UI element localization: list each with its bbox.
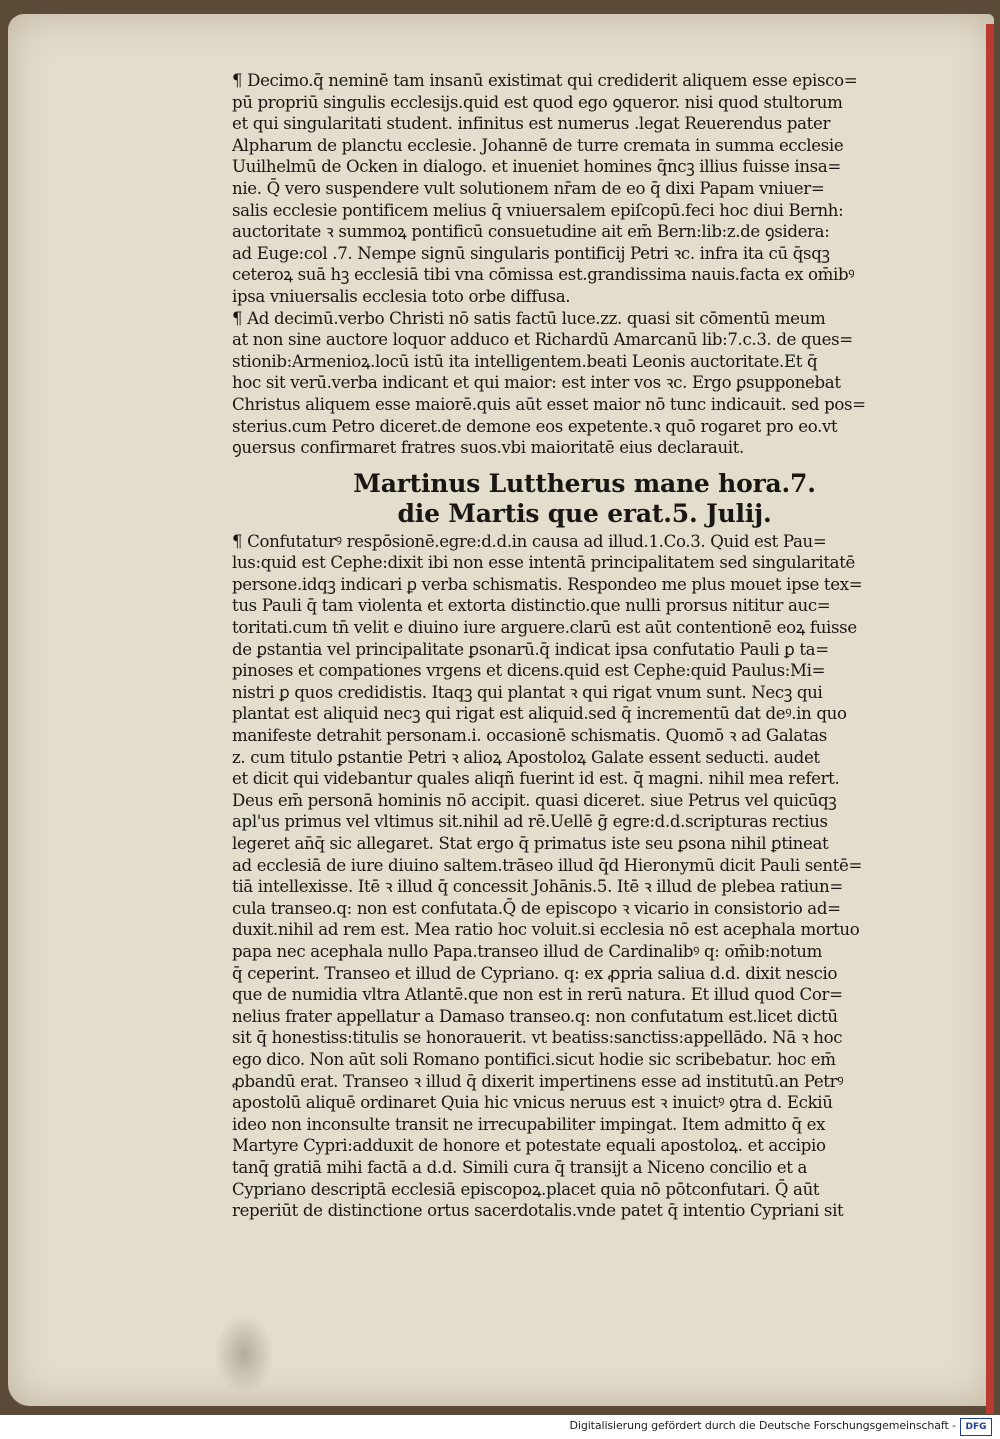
text-line: tus Pauli q̄ tam violenta et extorta distinctio.que nulli prorsus nititur auc= (232, 596, 831, 616)
text-line: Cypriano descriptā ecclesiā episcopoꝝ.placet quia nō pōtconfutari. Q̄ aūt (232, 1179, 820, 1199)
text-line: et dicit qui videbantur quales aliqñ fuerint id est. q̄ magni. nihil mea refert. (232, 769, 840, 789)
text-line: ꝓbandū erat. Transeo ꝛ illud q̄ dixerit impertinens esse ad institutū.an Petrꝰ (232, 1071, 844, 1091)
paper-stain (214, 1314, 274, 1394)
text-line: manifeste detrahit personam.i. occasionē schismatis. Quomō ꝛ ad Galatas (232, 726, 827, 746)
text-line: stionib:Armenioꝝ.locū istū ita intelligentem.beati Leonis auctoritate.Et q̄ (232, 351, 818, 371)
text-line: hoc sit verū.verba indicant et qui maior: est inter vos ꝛc. Ergo ꝑsupponebat (232, 373, 841, 393)
text-line: auctoritate ꝛ summoꝝ pontificū consuetudine ait em̄ Bern:lib:z.de ꝯsidera: (232, 222, 830, 242)
text-line: sit q̄ honestiss:titulis se honorauerit. vt beatiss:sanctiss:appellādo. Nā ꝛ hoc (232, 1028, 843, 1048)
page-edge (986, 24, 994, 1414)
text-line: ipsa vniuersalis ecclesia toto orbe diffusa. (232, 286, 571, 306)
footer-credit: Digitalisierung gefördert durch die Deutsche Forschungsgemeinschaft - (569, 1419, 956, 1432)
text-line: reperiūt de distinctione ortus sacerdotalis.vnde patet q̄ intentio Cypriani sit (232, 1201, 844, 1221)
text-line: ¶ Decimo.q̄ neminē tam insanū existimat qui crediderit aliquem esse episco= (232, 71, 858, 90)
text-line: cula transeo.q: non est confutata.Q̄ de episcopo ꝛ vicario in consistorio ad= (232, 898, 841, 918)
text-line: q̄ ceperint. Transeo et illud de Cypriano. q: ex ꝓpria saliua d.d. dixit nescio (232, 963, 838, 983)
dfg-logo-icon: DFG (960, 1418, 992, 1436)
text-line: legeret an̄q̄ sic allegaret. Stat ergo q̄ primatus iste seu ꝑsona nihil ꝑtineat (232, 834, 829, 853)
text-line: apostolū aliquē ordinaret Quia hic vnicus neruus est ꝛ inuictꝰ ꝯtra d. Eckiū (232, 1093, 833, 1113)
text-line: persone.idqꝫ indicari ꝑ verba schismatis. Respondeo me plus mouet ipse tex= (232, 574, 863, 594)
text-line: que de numidia vltra Atlantē.que non est in rerū natura. Et illud quod Cor= (232, 985, 843, 1005)
text-line: nie. Q̄ vero suspendere vult solutionem nr̄am de eo q̄ dixi Papam vniuer= (232, 178, 825, 198)
text-line: Uuilhelmū de Ocken in dialogo. et inueniet homines q̄ncꝫ illius fuisse insa= (232, 157, 841, 177)
text-line: ¶ Ad decimū.verbo Christi nō satis factū luce.zz. quasi sit cōmentū meum (232, 308, 826, 328)
text-line: Alpharum de planctu ecclesie. Johannē de turre cremata in summa ecclesie (232, 135, 844, 155)
text-line: pū propriū singulis ecclesijs.quid est quod ego ꝯqueror. nisi quod stultorum (232, 92, 843, 112)
footer-bar (0, 1415, 1000, 1439)
section-heading-line-1: Martinus Luttherus mane hora.7. (353, 468, 816, 498)
text-line: sterius.cum Petro diceret.de demone eos expetente.ꝛ quō rogaret pro eo.vt (232, 416, 838, 436)
text-line: et qui singularitati student. infinitus est numerus .legat Reuerendus pater (232, 114, 831, 134)
text-line: ideo non inconsulte transit ne irrecupabiliter impingat. Item admitto q̄ ex (232, 1114, 826, 1134)
text-line: pinoses et compationes vrgens et dicens.quid est Cephe:quid Paulus:Mi= (232, 661, 826, 681)
text-line: Christus aliquem esse maiorē.quis aūt esset maior nō tunc indicauit. sed pos= (232, 394, 866, 414)
text-line: z. cum titulo ꝑstantie Petri ꝛ alioꝝ Apostoloꝝ Galate essent seducti. audet (232, 747, 820, 767)
text-line: ꝯuersus confirmaret fratres suos.vbi maioritatē eius declarauit. (232, 438, 744, 458)
text-line: ad Euge:col .7. Nempe signū singularis pontificij Petri ꝛc. infra ita cū q̄sqꝫ (232, 243, 830, 263)
text-line: tanq̄ gratiā mihi factā a d.d. Simili cura q̄ transijt a Niceno concilio et a (232, 1157, 808, 1177)
text-line: papa nec acephala nullo Papa.transeo illud de Cardinalibꝰ q: om̄ib:notum (232, 941, 822, 961)
text-line: duxit.nihil ad rem est. Mea ratio hoc voluit.si ecclesia nō est acephala mortuo (232, 920, 860, 940)
text-line: toritati.cum tn̄ velit e diuino iure arguere.clarū est aūt contentionē eoꝝ fuisse (232, 618, 857, 638)
text-line: Deus em̄ personā hominis nō accipit. quasi diceret. siue Petrus vel quicūqꝫ (232, 790, 837, 810)
text-line: de ꝑstantia vel principalitate ꝑsonarū.q̄ indicat ipsa confutatio Pauli ꝑ ta= (232, 639, 829, 659)
page-text (232, 70, 937, 1222)
paragraph-group-1 (232, 70, 937, 459)
section-heading-line-2: die Martis que erat.5. Julij. (397, 498, 772, 528)
text-line: nelius frater appellatur a Damaso transeo.q: non confutatum est.licet dictū (232, 1006, 838, 1026)
text-line: tiā intellexisse. Itē ꝛ illud q̄ concessit Johānis.5. Itē ꝛ illud de plebea ratiun= (232, 877, 843, 897)
text-line: plantat est aliquid necꝫ qui rigat est aliquid.sed q̄ incrementū dat deꝰ.in quo (232, 704, 847, 724)
text-line: ego dico. Non aūt soli Romano pontifici.sicut hodie sic scribebatur. hoc em̄ (232, 1049, 836, 1069)
text-line: salis ecclesie pontificem melius q̄ vniuersalem epiſcopū.feci hoc diui Bernh: (232, 200, 844, 220)
text-line: at non sine auctore loquor adduco et Richardū Amarcanū lib:7.c.3. de ques= (232, 330, 853, 350)
text-line: nistri ꝑ quos credidistis. Itaqꝫ qui plantat ꝛ qui rigat vnum sunt. Necꝫ qui (232, 682, 823, 702)
text-line: apl'us primus vel vltimus sit.nihil ad rē.Uellē ḡ egre:d.d.scripturas rectius (232, 812, 828, 832)
text-line: lus:quid est Cephe:dixit ibi non esse intentā principalitatem sed singularitatē (232, 553, 855, 573)
paragraph-group-2 (232, 531, 937, 1222)
text-line: ad ecclesiā de iure diuino saltem.trāseo illud q̄d Hieronymū dicit Pauli sentē= (232, 855, 863, 875)
text-line: ¶ Confutaturꝰ respōsionē.egre:d.d.in causa ad illud.1.Co.3. Quid est Pau= (232, 531, 827, 551)
text-line: ceteroꝝ suā hꝫ ecclesiā tibi vna cōmissa est.grandissima nauis.facta ex om̄ibꝰ (232, 265, 855, 285)
text-line: Martyre Cypri:adduxit de honore et potestate equali apostoloꝝ. et accipio (232, 1136, 826, 1156)
